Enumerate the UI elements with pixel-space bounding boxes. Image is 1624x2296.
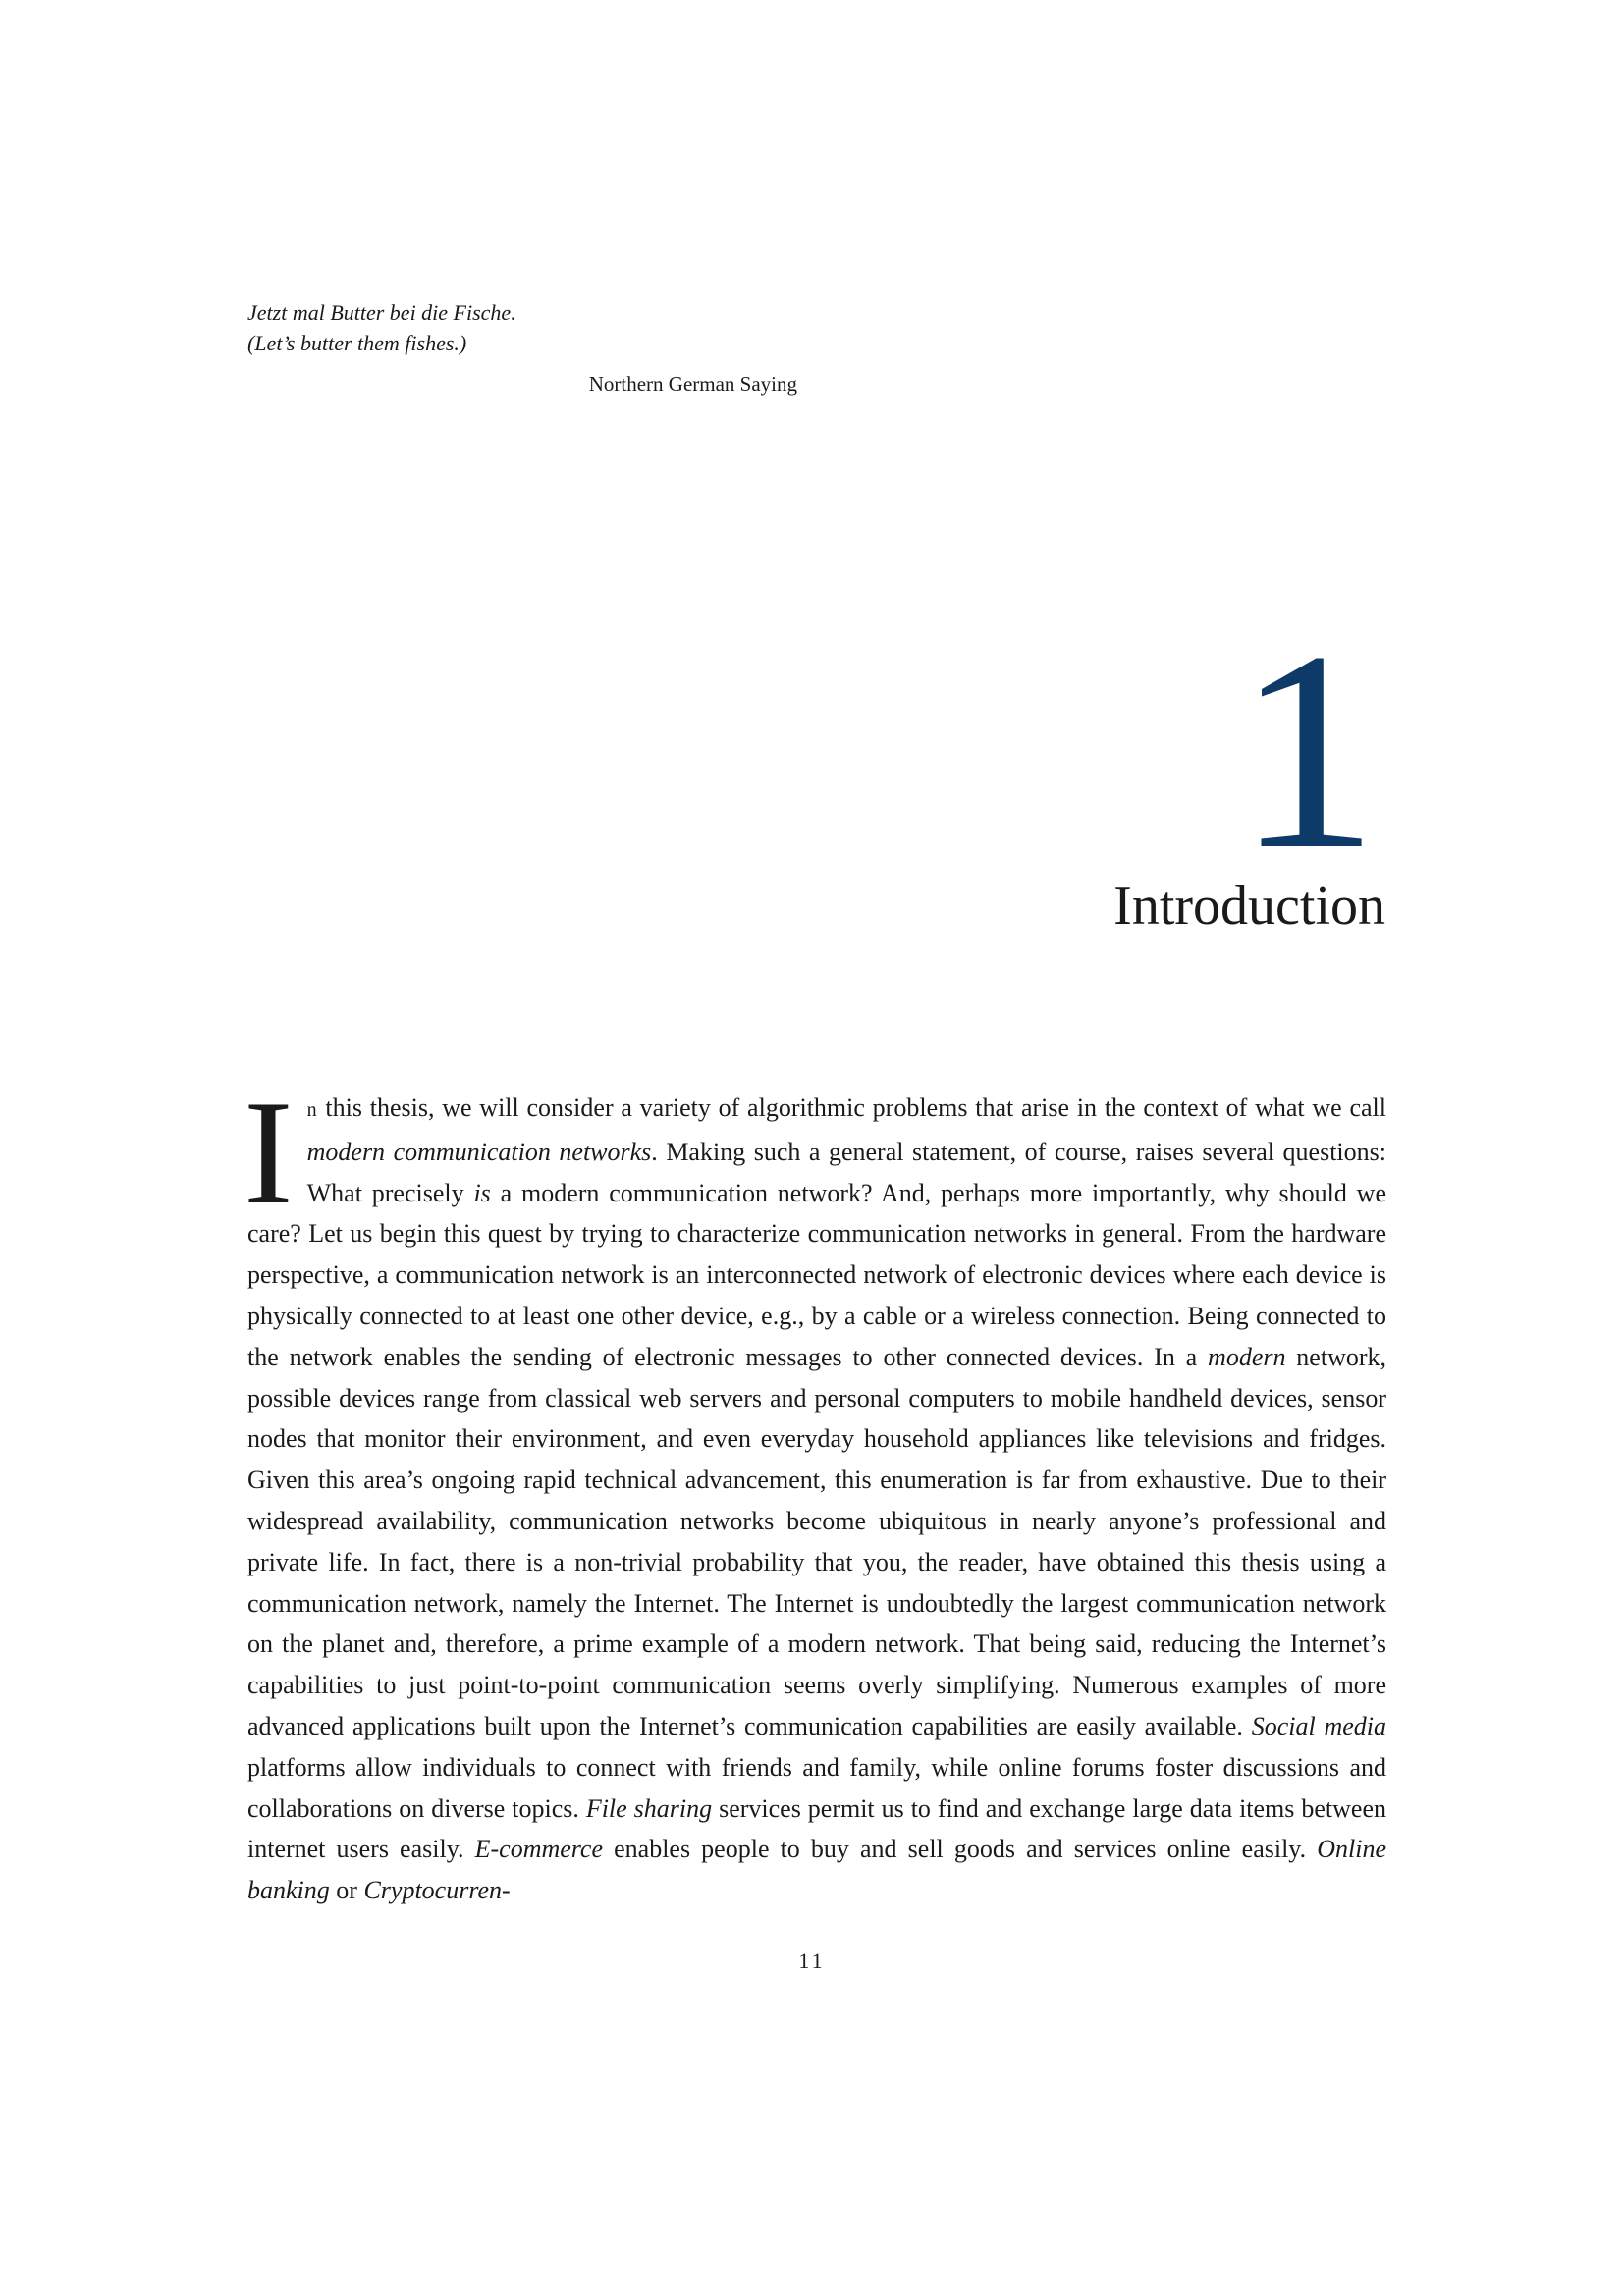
emphasis-modern-communication-networks: modern communication networks (306, 1137, 652, 1166)
emphasis-e-commerce: E-commerce (474, 1835, 604, 1864)
epigraph-quote-german: Jetzt mal Butter bei die Fische. (247, 300, 516, 325)
emphasis-is: is (473, 1178, 491, 1207)
chapter-title: Introduction (1113, 876, 1385, 936)
body-text-8: or (329, 1876, 364, 1905)
epigraph (247, 297, 797, 396)
body-paragraph (244, 1070, 1387, 1911)
epigraph-quote-translation: (Let’s butter them fishes.) (247, 331, 467, 355)
body-text-4: network, possible devices range from classical web servers and personal computers to mobile handheld devices, sensor nodes that monitor their environment, and even everyday household appliances like televisions and fridges. Given this area’s ongoing rapid technical advancement, this enumeration is far from exhaustive. Due to their widespread availability, communication networks become ubiquitous in nearly anyone’s professional and private life. In fact, there is a non-trivial probability that you, the reader, have obtained this thesis using a communication network, namely the Internet. The Internet is undoubtedly the largest communication network on the planet and, therefore, a prime example of a modern network. That being said, reducing the Internet’s capabilities to just point-to-point communication seems overly simplifying. Numerous examples of more advanced applications built upon the Internet’s communication capabilities are easily available. (247, 1342, 1386, 1740)
body-text-3: a modern communication network? And, perhaps more importantly, why should we care? Let us begin this quest by trying to characterize communication networks in general. From the hardware perspective, a communication network is an interconnected network of electronic devices where each device is physically connected to at least one other device, e.g., by a cable or a wireless connection. Being connected to the network enables the sending of electronic messages to other connected devices. In a (247, 1178, 1386, 1371)
chapter-number: 1 (1236, 593, 1379, 908)
emphasis-cryptocurrency: Cryptocurren- (363, 1876, 511, 1905)
body-text-6: services permit us to find and exchange large data items between internet users easily. (247, 1793, 1386, 1864)
body-text-1: this thesis, we will consider a variety of algorithmic problems that arise in the context of what we call (317, 1094, 1386, 1122)
drop-cap: I (244, 1070, 294, 1235)
emphasis-social-media: Social media (1251, 1711, 1386, 1740)
body-text-7: enables people to buy and sell goods and services online easily. (603, 1835, 1318, 1864)
body-text-5: platforms allow individuals to connect with friends and family, while online forums foster discussions and collaborations on diverse topics. (247, 1752, 1386, 1823)
body-text-2: . Making such a general statement, of course, raises several questions: What precisely (306, 1137, 1387, 1207)
emphasis-file-sharing: File sharing (585, 1793, 713, 1823)
page-number: 11 (798, 1949, 826, 1973)
emphasis-modern: modern (1208, 1342, 1286, 1371)
small-cap-lead: n (306, 1099, 318, 1121)
emphasis-online-banking: Online banking (247, 1835, 1386, 1905)
epigraph-attribution: Northern German Saying (588, 372, 797, 396)
